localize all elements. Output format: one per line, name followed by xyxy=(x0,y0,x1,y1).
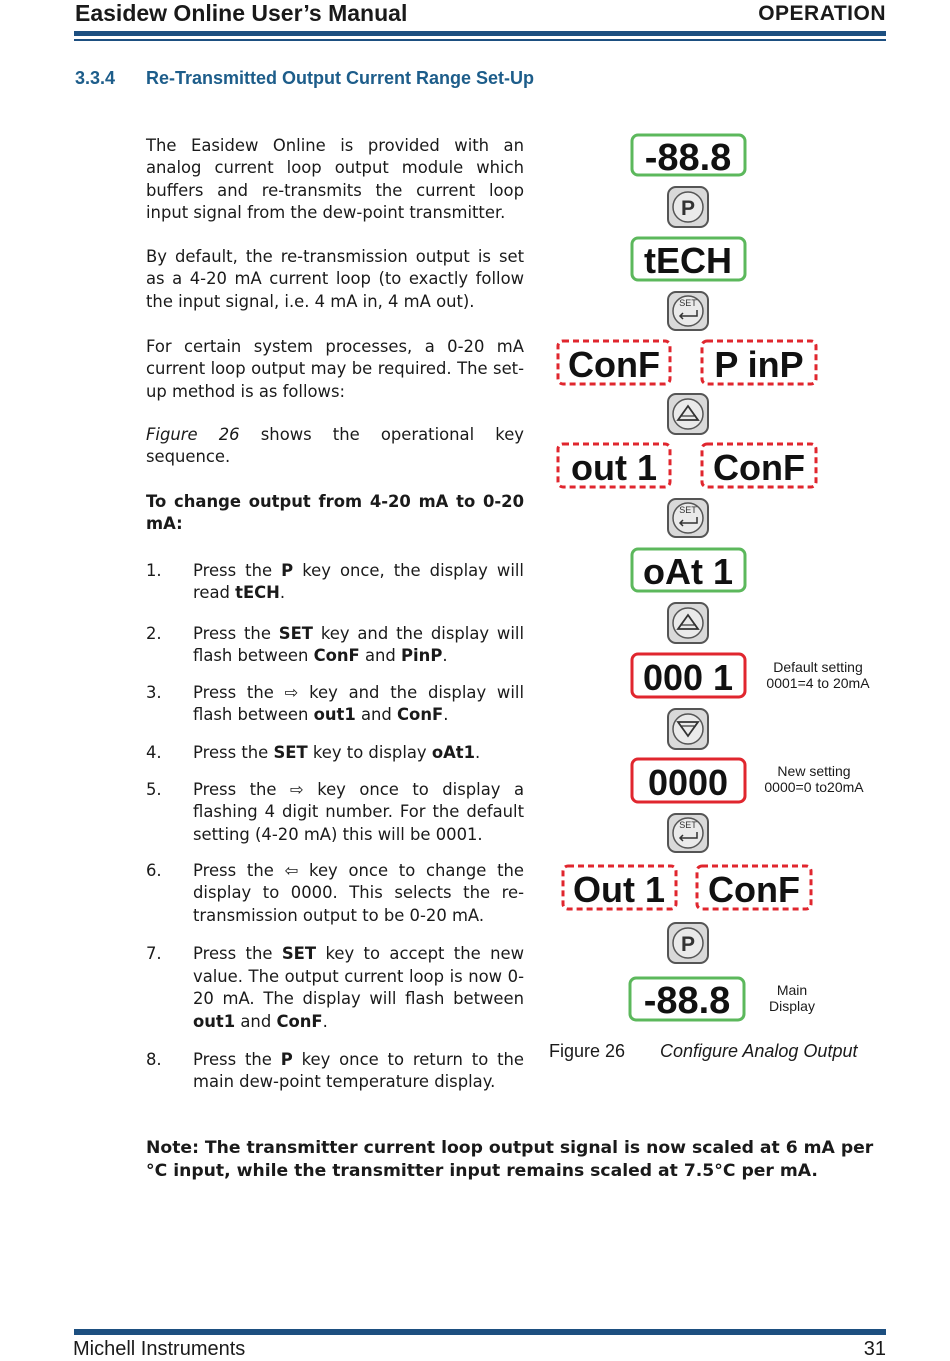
figure-ref: Figure 26 xyxy=(146,425,240,444)
step-number: 3. xyxy=(146,682,162,702)
p-key-icon xyxy=(668,187,708,227)
display-conf-pinp xyxy=(558,341,816,385)
step-2: 2. Press the SET key and the display will flash between ConF and PinP. xyxy=(146,623,524,666)
svg-text:ConF: ConF xyxy=(568,344,660,385)
display-oat1 xyxy=(632,549,745,592)
new-setting-label: New setting 0000=0 to20mA xyxy=(764,763,864,795)
step-number: 1. xyxy=(146,561,162,580)
footer-company: Michell Instruments xyxy=(73,1338,246,1360)
svg-text:ConF: ConF xyxy=(713,447,805,488)
up-key-icon xyxy=(668,394,708,434)
step-number: 6. xyxy=(146,861,162,881)
svg-text:000 1: 000 1 xyxy=(642,657,734,698)
section-number: 3.3.4 xyxy=(75,68,116,88)
svg-text:P: P xyxy=(680,933,696,956)
figure-number: Figure 26 xyxy=(549,1041,626,1061)
svg-text:SET: SET xyxy=(679,298,697,308)
down-key-icon xyxy=(668,709,708,749)
right-arrow-icon: ⇨ xyxy=(289,779,304,799)
figure-ref-text: shows the operational key sequence. xyxy=(146,425,524,467)
steps-list xyxy=(146,560,524,1094)
display-tech xyxy=(632,238,745,281)
svg-text:oAt 1: oAt 1 xyxy=(643,551,733,592)
display-main-start xyxy=(632,135,745,179)
svg-text:P inP: P inP xyxy=(714,344,804,385)
procedure-heading: To change output from 4-20 mA to 0-20 mA: xyxy=(146,492,524,534)
header-rule-thin xyxy=(74,39,886,41)
set-key-icon xyxy=(668,292,708,330)
svg-text:SET: SET xyxy=(679,820,697,830)
step-number: 5. xyxy=(146,779,162,799)
up-key-icon xyxy=(668,603,708,643)
scaling-note: Note: The transmitter current loop output signal is now scaled at 6 mA per °C input, while the transmitter input remains scaled at 7.5°C per mA. xyxy=(146,1138,874,1181)
step-5: 5. Press the ⇨ key once to display a flashing 4 digit number. For the default setting (4-20 mA) this will be 0001. xyxy=(146,779,524,844)
main-display-label: Main Display xyxy=(769,982,815,1014)
svg-text:Out 1: Out 1 xyxy=(572,869,666,910)
right-arrow-icon: ⇨ xyxy=(284,682,299,702)
svg-text:0000: 0000 xyxy=(647,762,729,803)
svg-text:-88.8: -88.8 xyxy=(644,137,732,179)
step-3: 3. Press the ⇨ key and the display will flash between out1 and ConF. xyxy=(146,682,524,725)
step-number: 8. xyxy=(146,1049,162,1069)
key-sequence-diagram xyxy=(540,120,900,1040)
step-number: 2. xyxy=(146,623,162,643)
svg-text:-88.8: -88.8 xyxy=(643,980,731,1022)
step-4: 4. Press the SET key to display oAt1. xyxy=(146,742,524,764)
step-1: 1. Press the P key once, the display will read tECH. xyxy=(146,561,524,603)
svg-text:P: P xyxy=(680,197,696,220)
figure-caption: Configure Analog Output xyxy=(660,1041,858,1061)
svg-text:tECH: tECH xyxy=(644,240,732,281)
step-7: 7. Press the SET key to accept the new value. The output current loop is now 0-20 mA. The display will flash between out1 and ConF. xyxy=(146,944,524,1031)
display-0001 xyxy=(632,654,745,698)
set-key-icon xyxy=(668,814,708,852)
default-paragraph: By default, the re-transmission output is set as a 4-20 mA current loop (to exactly follow the input signal, i.e. 4 mA in, 4 mA out). xyxy=(146,247,524,311)
step-8: 8. Press the P key once to return to the main dew-point temperature display. xyxy=(146,1049,524,1092)
display-0000 xyxy=(632,759,745,803)
processes-paragraph: For certain system processes, a 0-20 mA current loop output may be required. The set-up method is as follows: xyxy=(146,337,524,401)
left-arrow-icon: ⇦ xyxy=(284,861,299,881)
intro-paragraph: The Easidew Online is provided with an analog current loop output module which buffers and re-transmits the current loop input signal from the dew-point transmitter. xyxy=(146,136,524,223)
header-rule-thick xyxy=(74,31,886,36)
set-key-icon xyxy=(668,499,708,537)
section-title: Re-Transmitted Output Current Range Set-Up xyxy=(146,68,535,88)
p-key-icon xyxy=(668,923,708,963)
display-out1-conf xyxy=(558,444,816,488)
footer-rule xyxy=(74,1329,886,1335)
figure-ref-paragraph xyxy=(146,424,524,469)
svg-text:out 1: out 1 xyxy=(571,447,657,488)
step-number: 7. xyxy=(146,944,162,964)
step-6: 6. Press the ⇦ key once to change the display to 0000. This selects the re-transmission output to be 0-20 mA. xyxy=(146,861,524,925)
step-number: 4. xyxy=(146,743,162,763)
svg-text:SET: SET xyxy=(679,505,697,515)
default-setting-label: Default setting 0001=4 to 20mA xyxy=(766,659,870,691)
svg-text:ConF: ConF xyxy=(708,869,800,910)
display-out1-conf-final xyxy=(563,866,811,910)
chapter-label: OPERATION xyxy=(758,2,886,25)
page-number: 31 xyxy=(863,1338,886,1360)
manual-title: Easidew Online User’s Manual xyxy=(75,0,408,26)
